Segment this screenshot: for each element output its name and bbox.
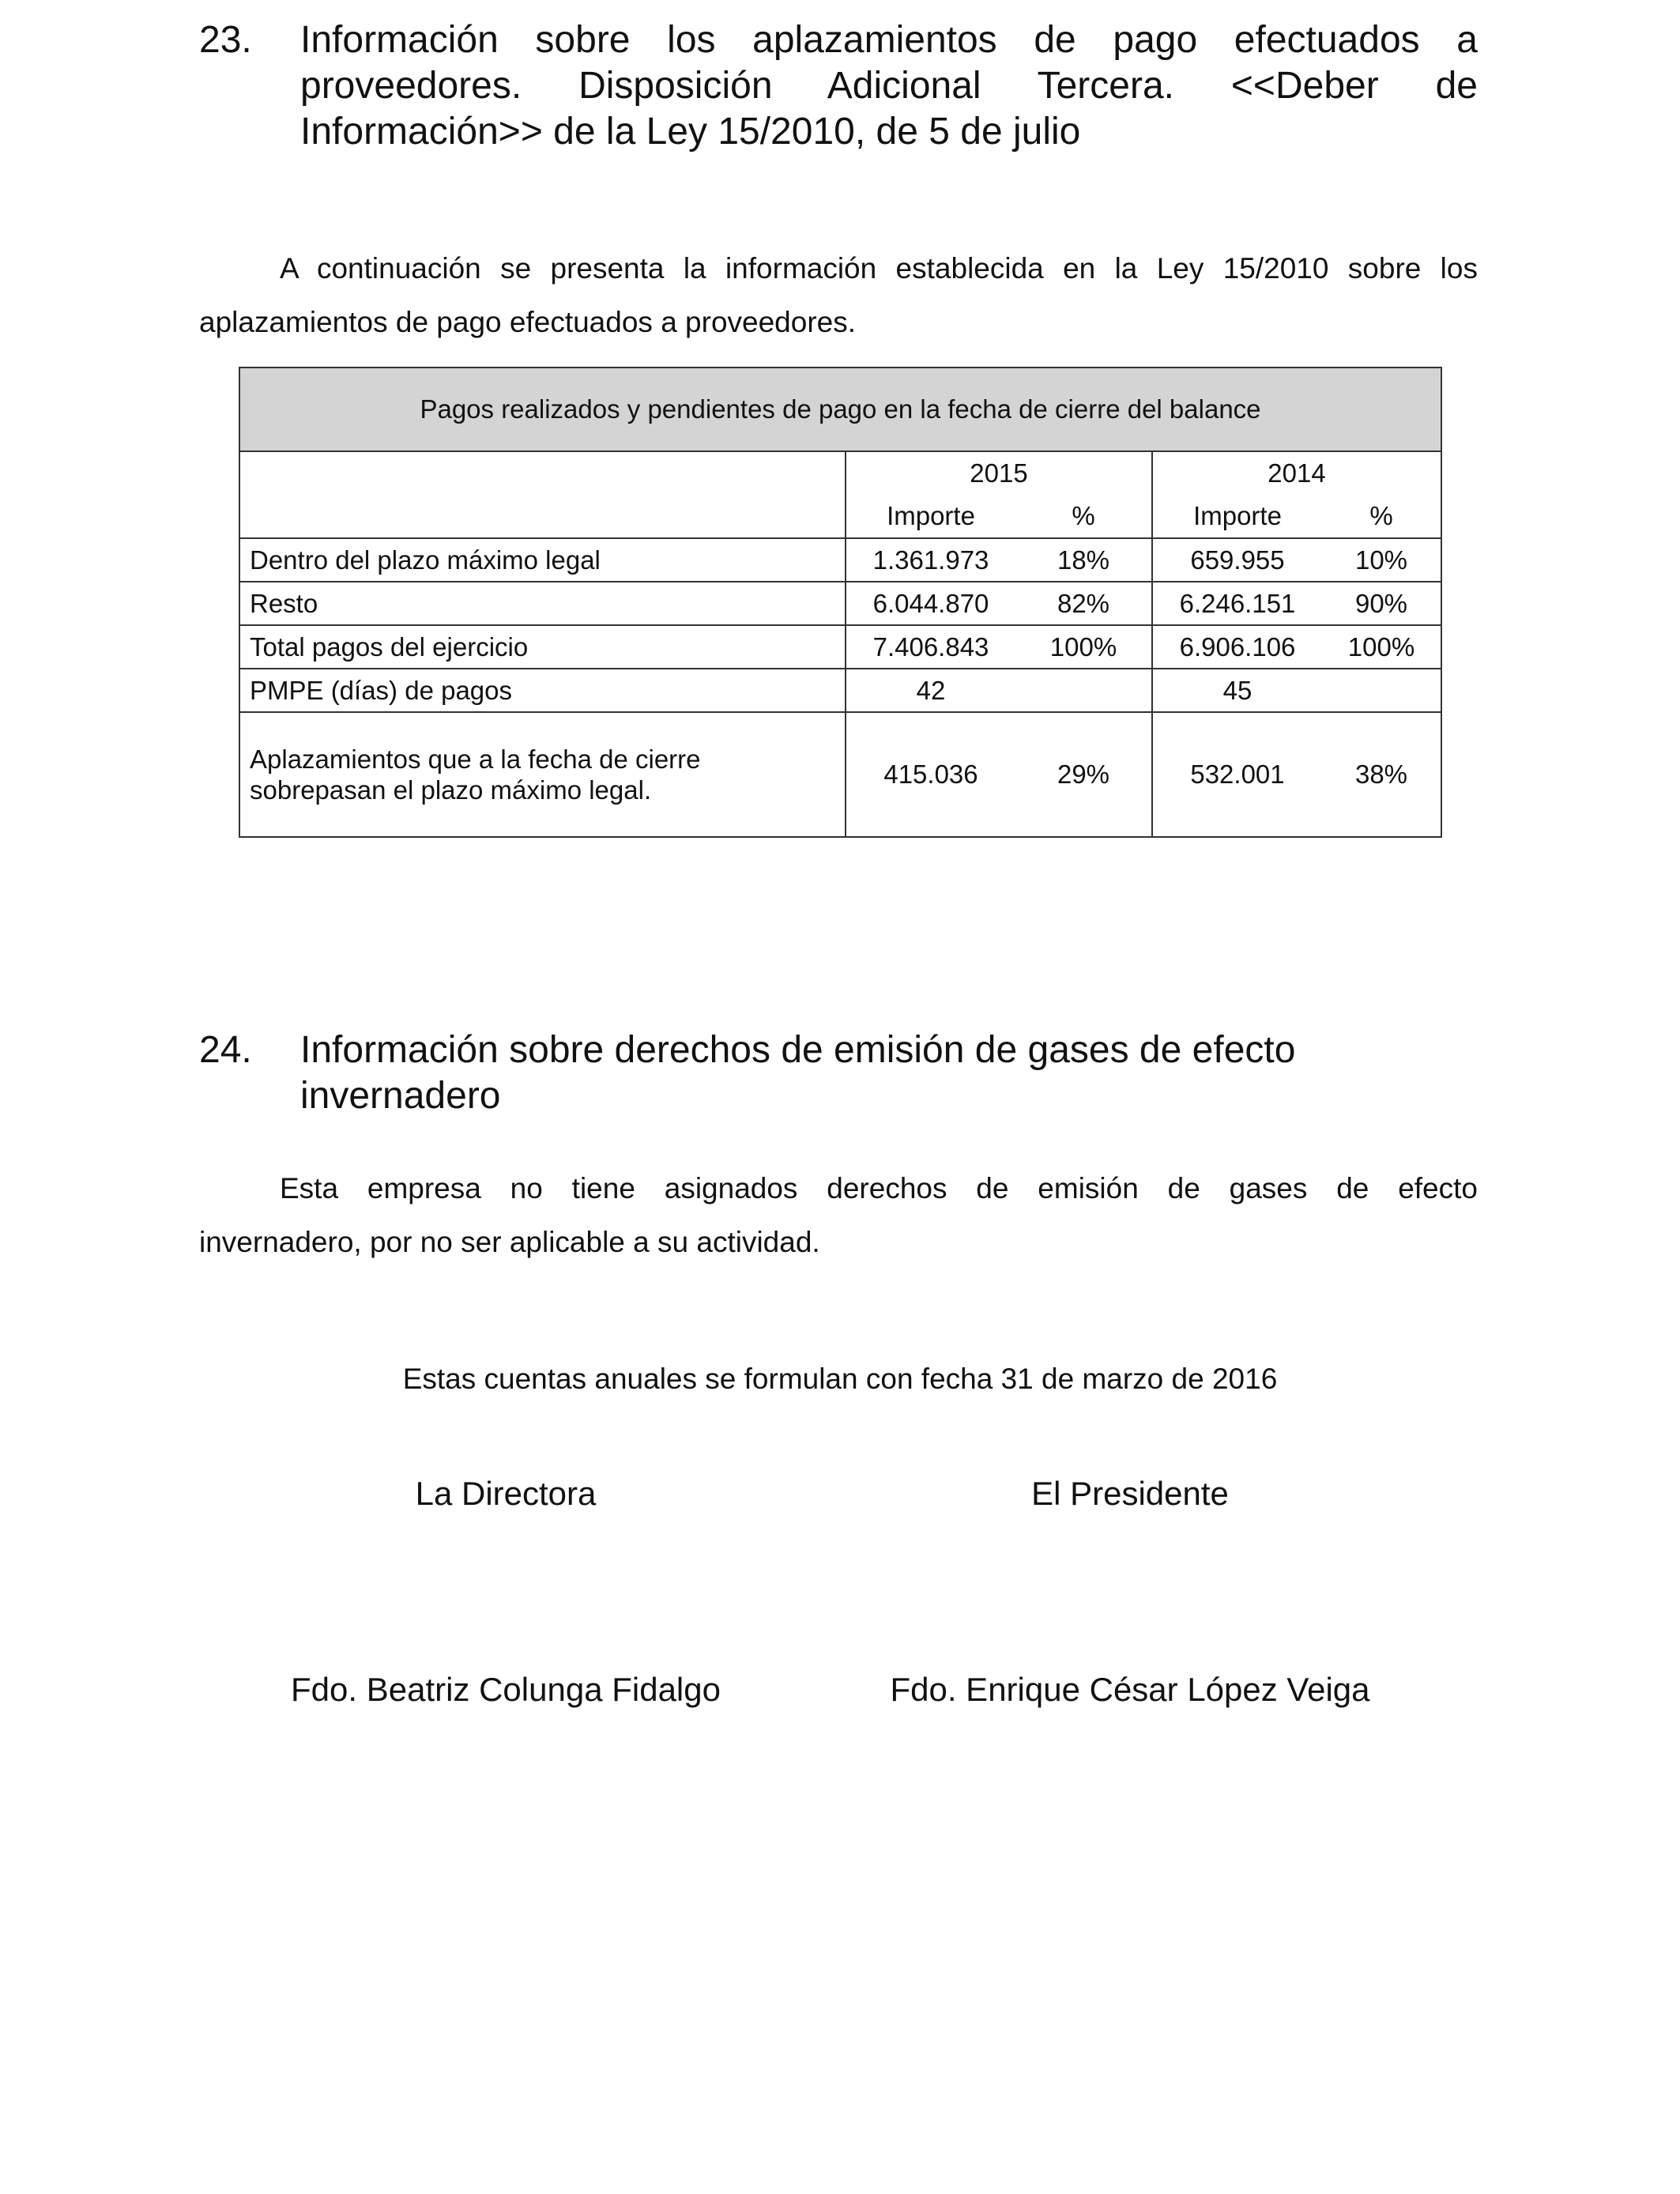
value-2014: 6.246.151 [1179,588,1296,618]
section-24-title-line: invernadero [300,1075,501,1117]
value-2014: 659.955 [1190,545,1285,575]
row-label [239,712,846,837]
body-line: Esta empresa no tiene asignados derechos de emisión de gases de efecto [280,1172,1478,1204]
signature-name-left: Fdo. Beatriz Colunga Fidalgo [291,1671,721,1708]
value-2014: 532.001 [1190,760,1285,789]
table-row [239,712,1441,837]
year-label: 2015 [970,458,1028,488]
signature-role-right: El Presidente [1031,1475,1229,1512]
pct-2014: 100% [1347,631,1415,662]
table-caption: Pagos realizados y pendientes de pago en la fecha de cierre del balance [239,368,1441,451]
year-label: 2014 [1268,458,1326,488]
col-importe: Importe [887,501,975,530]
closing-statement: Estas cuentas anuales se formulan con fecha 31 de marzo de 2016 [402,1363,1278,1395]
pct-2014: 10% [1354,545,1408,575]
col-pct: % [1369,501,1393,530]
table-header-2015 [846,451,1152,538]
value-2014: 45 [1222,675,1252,705]
table-row [239,538,1441,582]
row-label-line: sobrepasan el plazo máximo legal. [250,775,652,805]
payments-table [239,367,1442,838]
row-label: Resto [239,582,846,625]
pct-2014: 90% [1354,588,1408,618]
section-23-number: 23. [199,19,252,61]
section-23-intro [199,242,1478,349]
pct-2015: 18% [1057,545,1110,575]
col-pct: % [1072,501,1095,530]
row-label: Total pagos del ejercicio [239,625,846,669]
value-2015: 42 [916,675,946,705]
value-2015: 415.036 [883,760,978,789]
row-label: Dentro del plazo máximo legal [239,538,846,582]
table-row [239,582,1441,625]
pct-2014: 38% [1354,760,1408,789]
pct-2015: 29% [1057,760,1110,789]
pct-2015: 82% [1057,588,1110,618]
section-23-title-line: Información>> de la Ley 15/2010, de 5 de julio [300,111,1081,153]
table-row [239,669,1441,712]
section-24-heading [199,1027,1478,1119]
section-24-number: 24. [199,1029,252,1071]
value-2015: 6.044.870 [872,588,989,618]
section-23-heading [199,17,1478,155]
signature-role-left: La Directora [415,1475,597,1512]
row-label: PMPE (días) de pagos [239,669,846,712]
value-2014: 6.906.106 [1179,631,1296,662]
value-2015: 7.406.843 [872,631,989,662]
pct-2015: 100% [1049,631,1117,662]
col-importe: Importe [1193,501,1282,530]
table-row [239,625,1441,669]
signature-name-right: Fdo. Enrique César López Veiga [890,1671,1370,1708]
intro-line: aplazamientos de pago efectuados a proveedores. [199,306,857,338]
table-header-2014 [1152,451,1441,538]
section-23-title-line: Información sobre los aplazamientos de pago efectuados a [300,19,1478,61]
table-header-blank [239,451,846,538]
section-24-body [199,1162,1478,1269]
section-23-title-line: proveedores. Disposición Adicional Tercera. <<Deber de [300,65,1478,107]
value-2015: 1.361.973 [872,545,989,575]
section-24-title-line: Información sobre derechos de emisión de gases de efecto [300,1029,1296,1071]
row-label-line: Aplazamientos que a la fecha de cierre [250,745,701,774]
body-line: invernadero, por no ser aplicable a su actividad. [199,1226,820,1258]
intro-line: A continuación se presenta la información establecida en la Ley 15/2010 sobre los [280,252,1478,285]
